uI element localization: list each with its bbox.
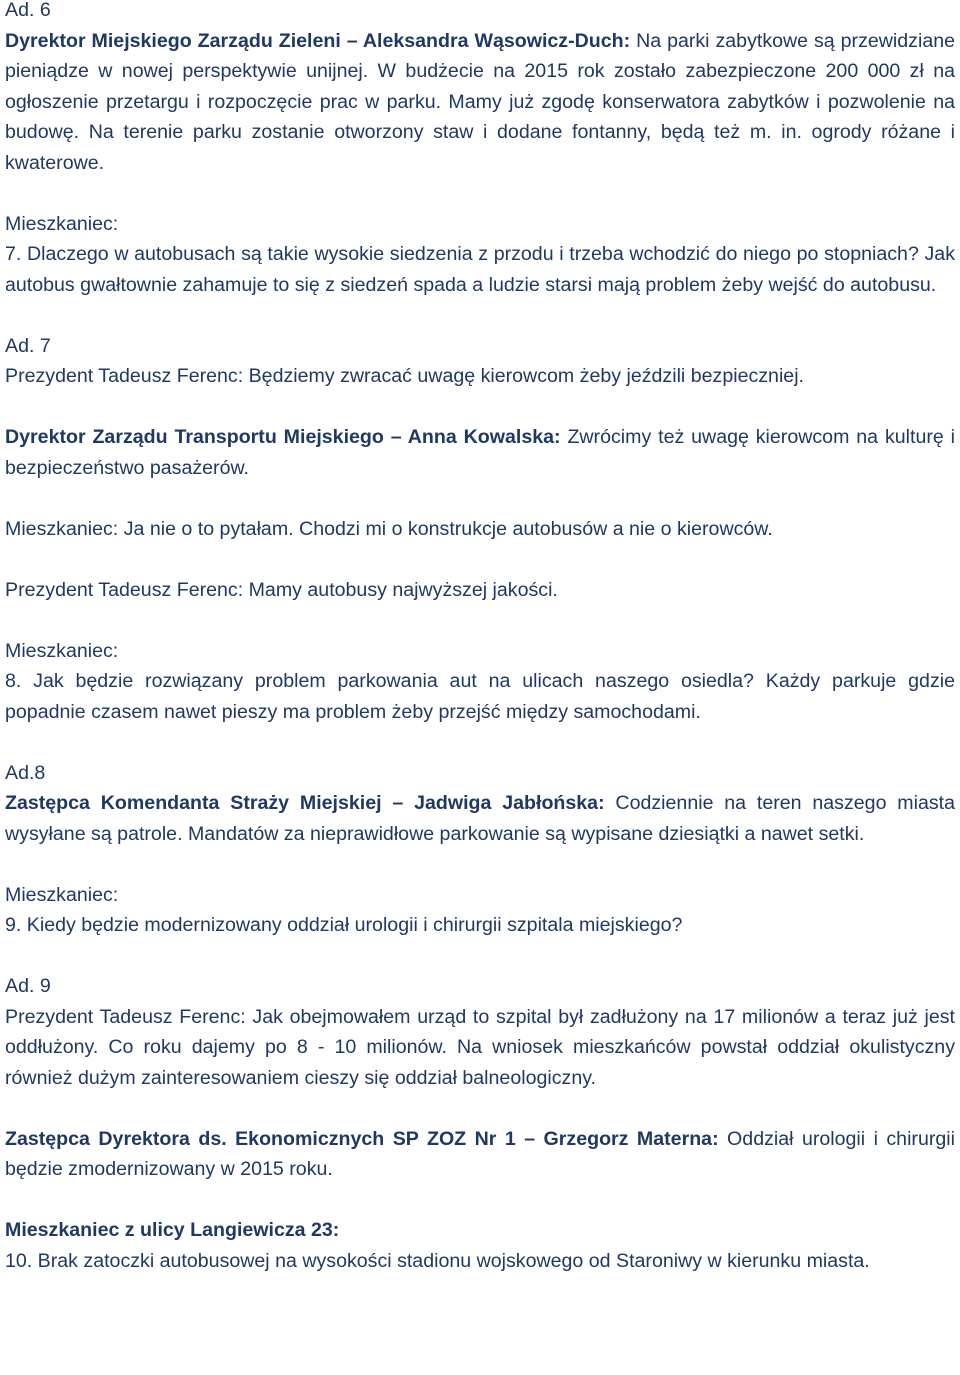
paragraph-gap [5,544,955,575]
text-run: Mamy autobusy najwyższej jakości. [243,578,558,601]
paragraph-gap [5,178,955,209]
text-run: Jak obejmowałem urząd to szpital był zadłużony na 17 milionów a teraz już jest oddłużony. Co roku dajemy po 8 - 10 milionów. Na wniosek mieszkańców powstał oddział okulistyczny również dużym zainteresowaniem cieszy się oddział balneologiczny. [5,1005,955,1089]
paragraph [5,239,955,300]
text-run: Mieszkaniec: [5,883,119,906]
paragraph-gap [5,300,955,331]
text-run: Mieszkaniec: [5,212,119,235]
text-run: Prezydent Tadeusz Ferenc: [5,1005,246,1028]
document-body [5,0,955,1276]
paragraph-gap [5,392,955,423]
paragraph [5,1002,955,1094]
paragraph [5,1215,955,1246]
paragraph [5,0,955,26]
paragraph [5,666,955,727]
text-run: Będziemy zwracać uwagę kierowcom żeby jeździli bezpieczniej. [243,365,805,387]
paragraph [5,971,955,1002]
speaker-name: Dyrektor Miejskiego Zarządu Zieleni – Aleksandra Wąsowicz-Duch: [5,29,631,52]
text-run: Ad. 6 [5,0,51,21]
text-run: Ja nie o to pytałam. Chodzi mi o konstrukcje autobusów a nie o kierowców. [118,517,773,540]
text-run: Prezydent Tadeusz Ferenc: [5,365,244,387]
text-run: Mieszkaniec: [5,517,119,540]
speaker-name: Dyrektor Zarządu Transportu Miejskiego – Anna Kowalska: [5,426,561,448]
paragraph [5,910,955,941]
paragraph [5,636,955,667]
paragraph [5,331,955,362]
speaker-name: Zastępca Dyrektora ds. Ekonomicznych SP ZOZ Nr 1 – Grzegorz Materna: [5,1127,719,1150]
paragraph-gap [5,1185,955,1216]
paragraph [5,1246,955,1277]
text-run: Ad. 7 [5,334,51,357]
paragraph [5,758,955,789]
paragraph-gap [5,605,955,636]
paragraph-gap [5,1093,955,1124]
paragraph [5,209,955,240]
text-run: 10. Brak zatoczki autobusowej na wysokości stadionu wojskowego od Staroniwy w kierunku miasta. [5,1249,870,1272]
text-run: Ad.8 [5,761,46,784]
paragraph [5,880,955,911]
paragraph-gap [5,849,955,880]
paragraph [5,361,955,392]
text-run: 9. Kiedy będzie modernizowany oddział urologii i chirurgii szpitala miejskiego? [5,914,683,936]
text-run: Prezydent Tadeusz Ferenc: [5,578,244,601]
paragraph-gap [5,727,955,758]
paragraph-gap [5,941,955,972]
text-run: 7. Dlaczego w autobusach są takie wysokie siedzenia z przodu i trzeba wchodzić do niego po stopniach? Jak autobus gwałtownie zahamuje to się z siedzeń spada a ludzie starsi mają problem żeby wejść do autobusu. [5,243,955,296]
text-run: Ad. 9 [5,975,51,997]
paragraph [5,788,955,849]
paragraph-gap [5,483,955,514]
text-run: Mieszkaniec: [5,639,119,662]
paragraph [5,1124,955,1185]
text-run: Zwrócimy też uwagę kierowcom na kulturę i bezpieczeństwo pasażerów. [5,426,955,479]
speaker-name: Mieszkaniec z ulicy Langiewicza 23: [5,1219,340,1241]
speaker-name: Zastępca Komendanta Straży Miejskiej – Jadwiga Jabłońska: [5,792,605,814]
text-run: 8. Jak będzie rozwiązany problem parkowania aut na ulicach naszego osiedla? Każdy parkuje gdzie popadnie czasem nawet pieszy ma problem żeby przejść między samochodami. [5,670,955,723]
text-run: Na parki zabytkowe są przewidziane pieniądze w nowej perspektywie unijnej. W budżecie na 2015 rok zostało zabezpieczone 200 000 zł na ogłoszenie przetargu i rozpoczęcie prac w parku. Mamy już zgodę konserwatora zabytków i pozwolenie na budowę. Na terenie parku zostanie otworzony staw i dodane fontanny, będą też m. in. ogrody różane i kwaterowe. [5,29,956,174]
paragraph [5,514,955,545]
text-run: Oddział urologii i chirurgii będzie zmodernizowany w 2015 roku. [5,1127,955,1180]
paragraph [5,575,955,606]
text-run: Codziennie na teren naszego miasta wysyłane są patrole. Mandatów za nieprawidłowe parkowanie są wypisane dziesiątki a nawet setki. [5,792,955,845]
paragraph [5,26,955,179]
paragraph [5,422,955,483]
